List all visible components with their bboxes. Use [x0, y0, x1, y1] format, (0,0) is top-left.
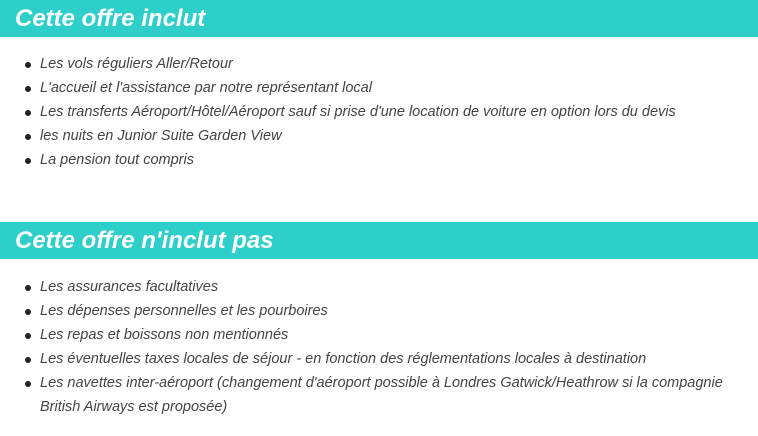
list-item — [0, 371, 758, 419]
bullet-icon — [25, 309, 31, 315]
list-item-text: les nuits en Junior Suite Garden View — [40, 128, 282, 144]
list-item-text: Les dépenses personnelles et les pourboires — [40, 303, 328, 319]
list-item-text: La pension tout compris — [40, 152, 194, 168]
list-item-text: Les transferts Aéroport/Hôtel/Aéroport sauf si prise d'une location de voiture en option lors du devis — [40, 104, 676, 120]
list-item-text: Les assurances facultatives — [40, 279, 219, 295]
bullet-icon — [25, 158, 31, 164]
excluded-section-title: Cette offre n'inclut pas — [0, 222, 758, 259]
list-item — [0, 148, 758, 172]
list-item-text: Les vols réguliers Aller/Retour — [40, 56, 233, 72]
included-list — [0, 52, 758, 172]
list-item — [0, 124, 758, 148]
bullet-icon — [25, 381, 31, 387]
bullet-icon — [25, 285, 31, 291]
list-item-text: Les éventuelles taxes locales de séjour - en fonction des réglementations locales à destination — [40, 351, 647, 367]
bullet-icon — [25, 357, 31, 363]
list-item-text: Les navettes inter-aéroport (changement d'aéroport possible à Londres Gatwick/Heathrow si la compagnie British Airways est proposée) — [40, 375, 723, 415]
bullet-icon — [25, 134, 31, 140]
included-section-title: Cette offre inclut — [0, 0, 758, 37]
excluded-list — [0, 275, 758, 419]
list-item-text: Les repas et boissons non mentionnés — [40, 327, 289, 343]
list-item-text: L'accueil et l'assistance par notre représentant local — [40, 80, 372, 96]
bullet-icon — [25, 62, 31, 68]
list-item — [0, 275, 758, 299]
bullet-icon — [25, 333, 31, 339]
list-item — [0, 100, 758, 124]
list-item — [0, 52, 758, 76]
list-item — [0, 323, 758, 347]
list-item — [0, 299, 758, 323]
bullet-icon — [25, 110, 31, 116]
list-item — [0, 76, 758, 100]
list-item — [0, 347, 758, 371]
bullet-icon — [25, 86, 31, 92]
